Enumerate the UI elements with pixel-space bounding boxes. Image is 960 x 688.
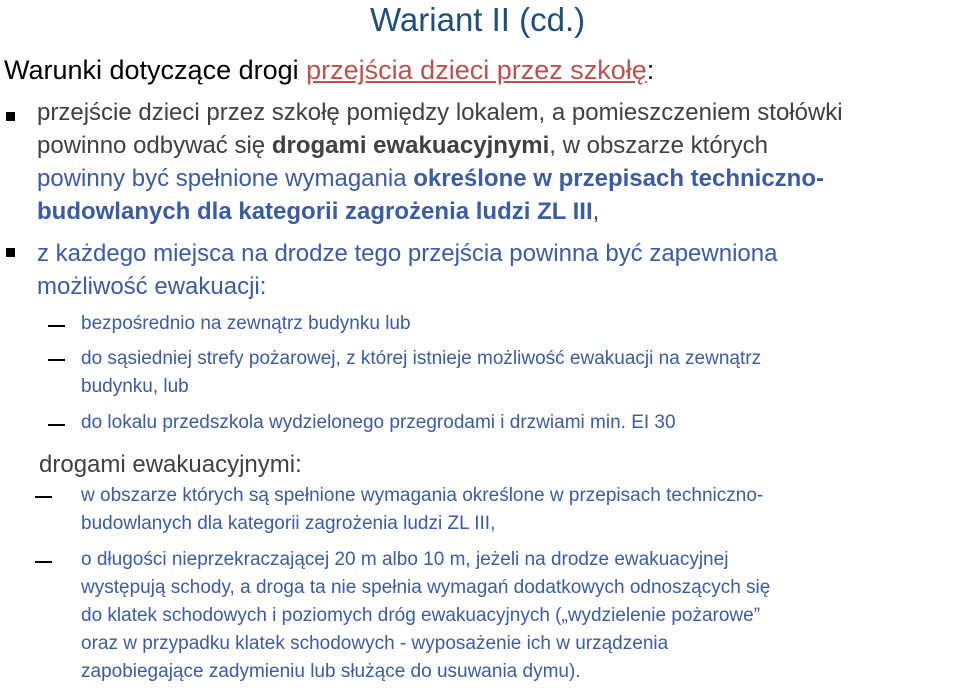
sub-item-5-line-3: do klatek schodowych i poziomych dróg ewakuacyjnych („wydzielenie pożarowe”: [81, 605, 761, 626]
sub-item-2-line-2: budynku, lub: [81, 376, 189, 397]
subheading-colon: :: [295, 451, 302, 478]
bullet-2-line-1: z każdego miejsca na drodze tego przejścia powinna być zapewniona: [37, 240, 778, 267]
section-heading: [4, 53, 654, 87]
bullet-1-bold: drogami ewakuacyjnymi: [271, 132, 550, 159]
sub-item-5-line-2: występują schody, a droga ta nie spełnia wymagań dodatkowych odnoszących się: [81, 577, 771, 598]
heading-text: Warunki dotyczące drogi: [4, 55, 307, 85]
bullet-2-line-2: możliwość ewakuacji:: [37, 273, 267, 300]
bullet-1-line-2: [37, 129, 843, 162]
sub-item-3-line-1: do lokalu przedszkola wydzielonego przegrodami i drzwiami min. EI 30: [81, 412, 676, 433]
sub-item-4-line-2: budowlanych dla kategorii zagrożenia ludzi ZL III,: [81, 513, 496, 534]
sub-item-2-line-1: do sąsiedniej strefy pożarowej, z której istnieje możliwość ewakuacji na zewnątrz: [81, 348, 762, 369]
sub-item-1: [81, 310, 411, 338]
bullet-1-line-4: [37, 195, 843, 228]
subheading: [39, 449, 302, 481]
bullet-1-req: powinny być spełnione wymagania: [37, 165, 414, 192]
square-bullet-icon: [6, 112, 15, 121]
sub-item-2: [81, 345, 761, 401]
bullet-1-line-3: [37, 162, 843, 195]
sub-item-1-line-1: bezpośrednio na zewnątrz budynku lub: [81, 313, 411, 334]
dash-bullet-icon: [35, 561, 52, 563]
bullet-1-req-bold: określone w przepisach techniczno-: [413, 165, 824, 192]
sub-item-5-line-5: zapobiegające zadymieniu lub służące do usuwania dymu).: [81, 661, 581, 682]
bullet-1-line-1: przejście dzieci przez szkołę pomiędzy lokalem, a pomieszczeniem stołówki: [37, 99, 843, 126]
sub-item-5-line-1: o długości nieprzekraczającej 20 m albo 10 m, jeżeli na drodze ewakuacyjnej: [81, 549, 729, 570]
bullet-item-2: [37, 237, 777, 303]
sub-item-5-line-4: oraz w przypadku klatek schodowych - wyposażenie ich w urządzenia: [81, 633, 669, 654]
heading-colon: :: [646, 55, 655, 85]
sub-item-5: [81, 546, 770, 686]
sub-item-3: [81, 409, 676, 437]
dash-bullet-icon: [48, 359, 65, 361]
subheading-text: drogami ewakuacyjnymi: [39, 451, 296, 478]
dash-bullet-icon: [48, 325, 65, 327]
bullet-1-text: powinno odbywać się: [37, 132, 272, 159]
bullet-1-category: budowlanych dla kategorii zagrożenia ludzi ZL III: [37, 198, 593, 225]
bullet-1-comma: ,: [592, 198, 600, 225]
bullet-item-1: [37, 96, 843, 228]
sub-item-4: [81, 482, 763, 538]
slide-title: Wariant II (cd.): [370, 1, 586, 38]
heading-link[interactable]: przejścia dzieci przez szkołę: [306, 55, 647, 85]
dash-bullet-icon: [35, 496, 52, 498]
sub-item-4-line-1: w obszarze których są spełnione wymagania określone w przepisach techniczno-: [81, 485, 764, 506]
bullet-1-text-end: , w obszarze których: [549, 132, 769, 159]
dash-bullet-icon: [48, 424, 65, 426]
square-bullet-icon: [6, 248, 15, 257]
